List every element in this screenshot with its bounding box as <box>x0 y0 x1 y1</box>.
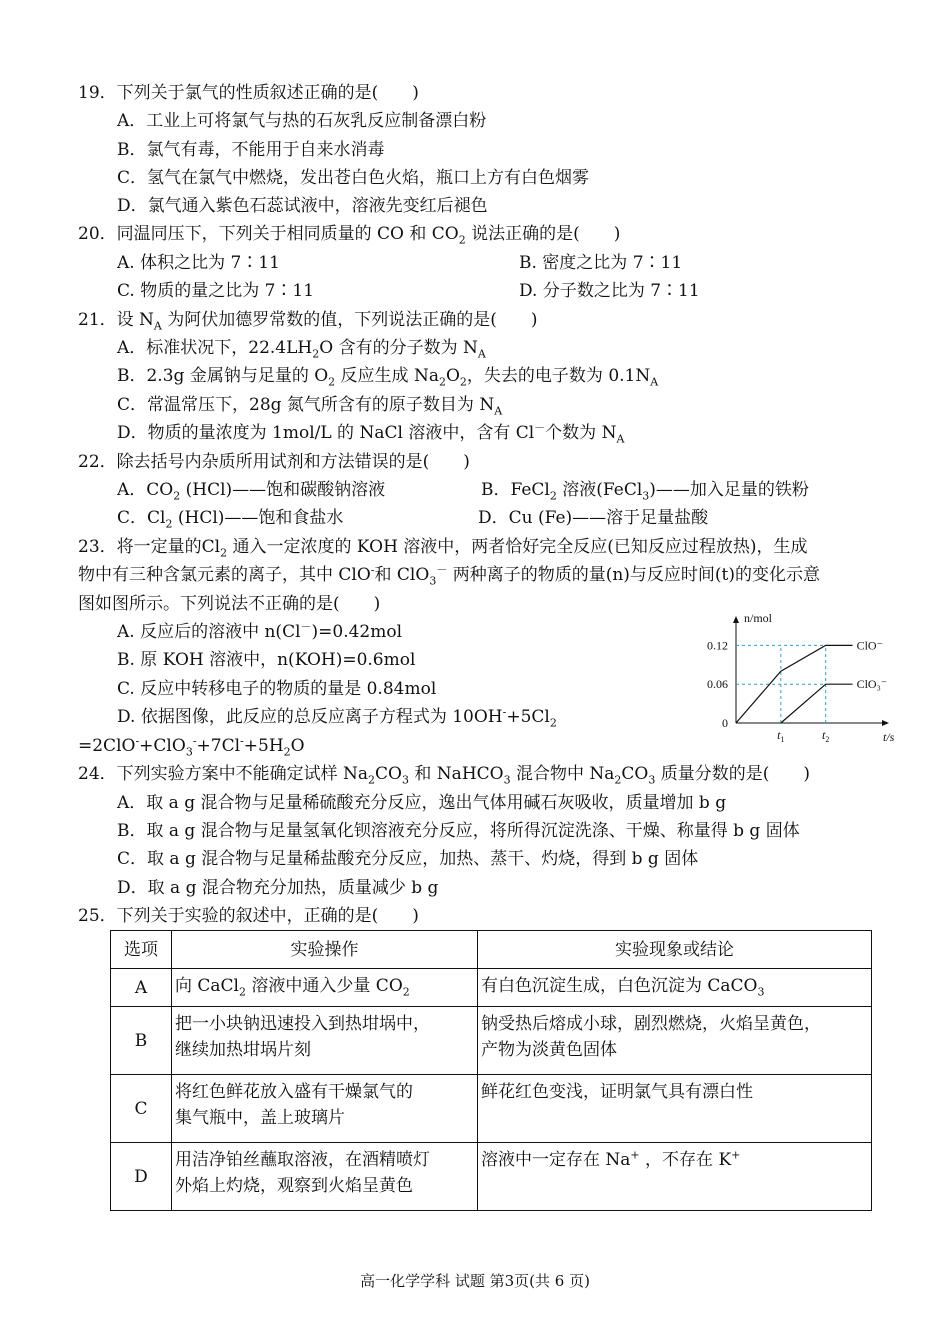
header-operation: 实验操作 <box>172 931 478 969</box>
q19-stem: 19．下列关于氯气的性质叙述正确的是( ) <box>78 83 419 103</box>
q23-stem-line2: 物中有三种含氯元素的离子，其中 ClO-和 ClO$_3$－ 两种离子的物质的量(n)与反应时间(t)的变化示意 <box>78 563 821 588</box>
x-tick-label: $t_1$ <box>777 728 785 744</box>
q24-option-b: B．取 a g 混合物与足量氢氧化钡溶液充分反应，将所得沉淀洗涤、干燥、称量得 b g 固体 <box>117 821 800 841</box>
y-axis-arrow <box>733 616 739 623</box>
q24-stem: 24．下列实验方案中不能确定试样 $Na_2CO_3$ 和 NaHCO$_3$ 混合物中 $Na_2CO_3$ 质量分数的是( ) <box>78 764 811 787</box>
series-label: ClO₃⁻ <box>856 677 888 692</box>
x-axis-arrow <box>882 720 889 726</box>
q22-stem: 22．除去括号内杂质所用试剂和方法错误的是( ) <box>78 452 470 472</box>
q24-option-a: A．取 a g 混合物与足量稀硫酸充分反应，逸出气体用碱石灰吸收，质量增加 b g <box>117 793 727 813</box>
table-row <box>111 1007 872 1075</box>
x-axis-label: t/s <box>883 730 895 744</box>
q20-option-c: C. 物质的量之比为 7∶11 <box>117 281 315 301</box>
q23-option-d: D. 依据图像，此反应的总反应离子方程式为 $10OH^-+5Cl_2$ <box>117 705 557 730</box>
q21-stem: 21．设 $N_A$ 为阿伏加德罗常数的值，下列说法正确的是( ) <box>78 310 538 333</box>
row-result: 溶液中一定存在 Na+ ，不存在 K+ <box>478 1143 872 1211</box>
q20-option-b: B. 密度之比为 7∶11 <box>519 253 683 273</box>
x-tick-subscript: 2 <box>825 735 830 744</box>
x-tick-subscript: 1 <box>780 735 785 744</box>
q22-option-c: C．$Cl_2$ (HCl)——饱和食盐水 <box>117 508 344 531</box>
q25-stem: 25．下列关于实验的叙述中，正确的是( ) <box>78 906 419 926</box>
row-operation: 把一小块钠迅速投入到热坩埚中， 继续加热坩埚片刻 <box>172 1007 478 1075</box>
q24-option-c: C．取 a g 混合物与足量稀盐酸充分反应，加热、蒸干、灼烧，得到 b g 固体 <box>117 849 699 869</box>
q23-option-c: C. 反应中转移电子的物质的量是 0.84mol <box>117 679 437 699</box>
series-label: ClO⁻ <box>856 638 883 653</box>
q19-option-a: A．工业上可将氯气与热的石灰乳反应制备漂白粉 <box>117 111 487 131</box>
q22-option-d: D．Cu (Fe)——溶于足量盐酸 <box>478 508 709 528</box>
table-row <box>111 1143 872 1211</box>
page-footer: 高一化学学科 试题 第3页(共 6 页) <box>360 1272 590 1290</box>
q20-option-a: A. 体积之比为 7∶11 <box>117 253 280 273</box>
row-result: 鲜花红色变浅，证明氯气具有漂白性 <box>478 1075 872 1143</box>
y-tick-label: 0.12 <box>707 638 728 653</box>
q19-option-d: D．氯气通入紫色石蕊试液中，溶液先变红后褪色 <box>117 196 488 216</box>
q21-option-d: D．物质的量浓度为 1mol/L 的 NaCl 溶液中，含有 Cl－个数为 $N_A$ <box>117 421 625 446</box>
q23-option-b: B. 原 KOH 溶液中，n(KOH)=0.6mol <box>117 650 416 670</box>
y-axis-label: n/mol <box>744 612 773 625</box>
x-tick-label: $t_2$ <box>822 728 830 744</box>
row-option: B <box>111 1007 172 1075</box>
header-result: 实验现象或结论 <box>478 931 872 969</box>
q23-equation: $=2ClO^-+ClO_3^-+7Cl^-+5H_2O$ <box>78 734 305 759</box>
row-result: 钠受热后熔成小球，剧烈燃烧，火焰呈黄色， 产物为淡黄色固体 <box>478 1007 872 1075</box>
row-operation: 向 CaCl$_2$ 溶液中通入少量 $CO_2$ <box>172 969 478 1007</box>
row-operation: 用洁净铂丝蘸取溶液，在酒精喷灯 外焰上灼烧，观察到火焰呈黄色 <box>172 1143 478 1211</box>
q24-option-d: D．取 a g 混合物充分加热，质量减少 b g <box>117 878 439 898</box>
row-option: A <box>111 969 172 1007</box>
q22-option-b: B．FeCl$_2$ 溶液(FeCl$_3$)——加入足量的铁粉 <box>481 480 809 503</box>
row-option: D <box>111 1143 172 1211</box>
q19-option-b: B．氯气有毒，不能用于自来水消毒 <box>117 140 385 160</box>
row-result: 有白色沉淀生成，白色沉淀为 CaCO$_3$ <box>478 969 872 1007</box>
q23-stem-line3: 图如图所示。下列说法不正确的是( ) <box>78 594 381 614</box>
q25-table <box>110 930 872 1211</box>
header-option: 选项 <box>111 931 172 969</box>
series-line-clo3 <box>781 684 853 723</box>
row-option: C <box>111 1075 172 1143</box>
q23-chart <box>700 612 910 744</box>
table-header-row <box>111 931 872 969</box>
q21-option-a: A．标准状况下，$22.4LH_2O$ 含有的分子数为 $N_A$ <box>117 338 486 361</box>
q23-option-a: A. 反应后的溶液中 n(Cl－)=0.42mol <box>117 620 403 642</box>
q19-option-c: C．氢气在氯气中燃烧，发出苍白色火焰，瓶口上方有白色烟雾 <box>117 168 590 188</box>
q21-option-c: C．常温常压下，28g 氮气所含有的原子数目为 $N_A$ <box>117 395 503 418</box>
q21-option-b: B．2.3g 金属钠与足量的 $O_2$ 反应生成 $Na_2O_2$，失去的电子数为 $0.1N_A$ <box>117 366 659 389</box>
row-operation: 将红色鲜花放入盛有干燥氯气的 集气瓶中，盖上玻璃片 <box>172 1075 478 1143</box>
origin-label: 0 <box>722 716 728 730</box>
q20-stem: 20．同温同压下，下列关于相同质量的 CO 和 $CO_2$ 说法正确的是( ) <box>78 224 621 247</box>
q22-option-a: A．$CO_2$ (HCl)——饱和碳酸钠溶液 <box>117 480 386 503</box>
table-row <box>111 969 872 1007</box>
y-tick-label: 0.06 <box>707 677 728 692</box>
q23-stem-line1: 23．将一定量的$Cl_2$ 通入一定浓度的 KOH 溶液中，两者恰好完全反应(已知反应过程放热)，生成 <box>78 537 808 560</box>
q20-option-d: D. 分子数之比为 7∶11 <box>519 281 700 301</box>
table-row <box>111 1075 872 1143</box>
